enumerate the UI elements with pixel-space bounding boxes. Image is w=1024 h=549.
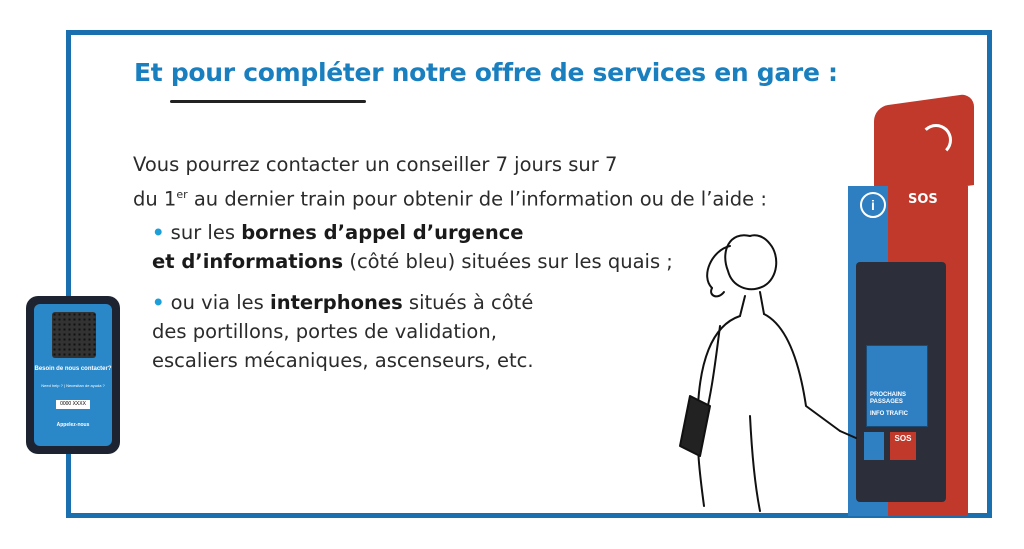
speaker-grill [52,312,96,358]
title-underline [170,100,366,103]
bullet-interphones-prefix: ou via les [170,291,271,314]
bullet-bornes-rest: (côté bleu) situées sur les quais ; [343,250,673,273]
bullet-interphones-line-3: escaliers mécaniques, ascenseurs, etc. [152,349,534,372]
kiosk-info-button [864,432,884,460]
info-icon: i [860,192,886,218]
interphone-call-button: 0000 XXXX [56,400,90,409]
bullet-interphones-line-1 [152,288,534,317]
kiosk-screen-line-3: INFO TRAFIC [870,411,908,417]
bullet-interphones [152,288,534,375]
intro-line-2-post: au dernier train pour obtenir de l’information ou de l’aide : [187,187,767,211]
intro-line-2-sup: er [176,188,188,201]
bullet-dot: • [152,221,165,244]
bullet-bornes [152,218,673,276]
bullet-bornes-bold-2: et d’informations [152,250,344,273]
kiosk-sos-label: SOS [908,192,938,207]
interphone-heading: Besoin de nous contacter? [34,366,112,372]
interphone-device [26,296,120,454]
signal-icon [920,124,952,156]
intro-text [133,150,767,215]
intro-line-2-pre: du 1 [133,187,177,211]
bullet-bornes-line-2 [152,247,673,276]
intro-line-1: Vous pourrez contacter un conseiller 7 jours sur 7 [133,153,618,176]
person-illustration [660,216,860,516]
bullet-bornes-line-1 [152,218,673,247]
bullet-bornes-bold: bornes d’appel d’urgence [241,221,524,244]
bullet-dot: • [152,291,165,314]
intro-line-2 [133,180,767,215]
interphone-panel [34,304,112,446]
bullet-interphones-rest: situés à côté [402,291,534,314]
page-title: Et pour compléter notre offre de services en gare : [134,58,838,87]
interphone-footer: Appelez-nous [56,422,90,428]
kiosk-screen-line-2: PASSAGES [870,399,903,405]
interphone-sub: Need help ? | Necesitan de ayuda ? [41,383,105,388]
kiosk-screen-line-1: PROCHAINS [870,392,907,398]
bullet-interphones-line-2: des portillons, portes de validation, [152,320,497,343]
bullet-interphones-bold: interphones [270,291,403,314]
bullet-bornes-prefix: sur les [170,221,242,244]
kiosk-sos-button: SOS [890,432,916,460]
